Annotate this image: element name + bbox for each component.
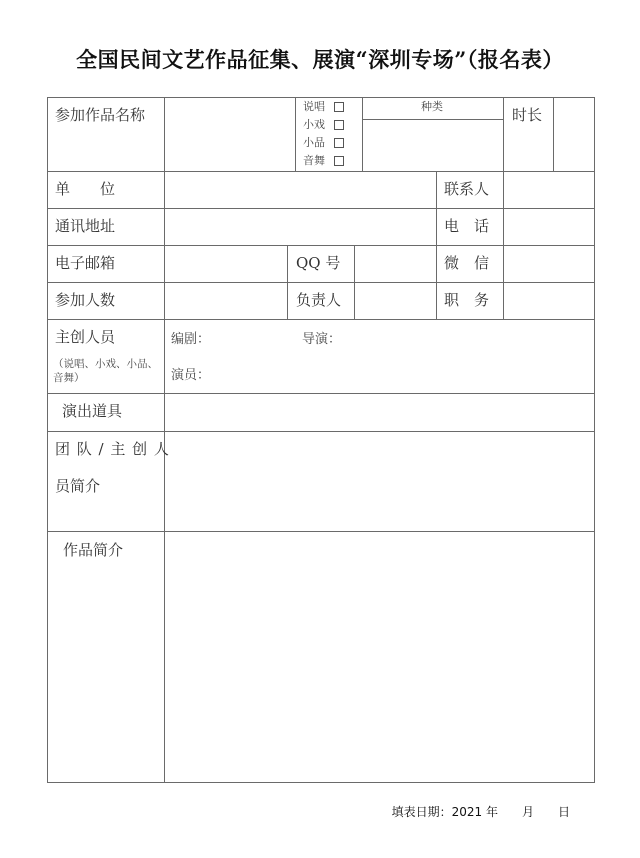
- work-name-field[interactable]: [165, 98, 295, 171]
- wechat-label: 微 信: [444, 254, 490, 272]
- creators-note: （说唱、小戏、小品、音舞）: [53, 358, 158, 385]
- props-field[interactable]: [165, 394, 594, 431]
- contact-field[interactable]: [504, 172, 594, 208]
- phone-field[interactable]: [504, 209, 594, 245]
- work-name-label: 参加作品名称: [55, 106, 146, 124]
- director-label: 导演：: [302, 332, 342, 347]
- participants-label: 参加人数: [55, 291, 116, 309]
- table-border-right: [594, 97, 595, 783]
- page-title: 全国民间文艺作品征集、展演“深圳专场”（报名表）: [76, 47, 564, 72]
- director-field[interactable]: [343, 326, 588, 348]
- writer-label: 编剧：: [171, 332, 211, 347]
- checkbox-icon[interactable]: [334, 120, 344, 130]
- phone-label: 电 话: [444, 217, 490, 235]
- column-divider: [295, 97, 296, 171]
- position-field[interactable]: [504, 283, 594, 319]
- table-border-bottom: [47, 782, 595, 783]
- checkbox-icon[interactable]: [334, 102, 344, 112]
- table-border-left: [47, 97, 48, 783]
- duration-label: 时长: [512, 106, 543, 124]
- address-field[interactable]: [165, 209, 436, 245]
- work-intro-label: 作品简介: [63, 541, 124, 559]
- team-intro-field[interactable]: [165, 432, 594, 531]
- genre-field[interactable]: [363, 120, 503, 171]
- unit-label: 单 位: [55, 180, 116, 198]
- email-label: 电子邮箱: [55, 254, 116, 272]
- category-option-xiaopin[interactable]: [303, 137, 344, 148]
- leader-label: 负责人: [296, 291, 342, 309]
- checkbox-icon[interactable]: [334, 138, 344, 148]
- work-intro-field[interactable]: [165, 532, 594, 782]
- category-option-yinwu[interactable]: [303, 155, 344, 166]
- wechat-field[interactable]: [504, 246, 594, 282]
- address-label: 通讯地址: [55, 217, 116, 235]
- row-divider: [47, 319, 595, 320]
- fill-date: 填表日期：2021 年 月 日: [391, 805, 570, 819]
- writer-field[interactable]: [212, 326, 297, 348]
- duration-field[interactable]: [554, 98, 594, 171]
- contact-label: 联系人: [444, 180, 490, 198]
- checkbox-icon[interactable]: [334, 156, 344, 166]
- category-option-label: 音舞: [303, 154, 325, 167]
- category-option-label: 小品: [303, 136, 325, 149]
- category-option-label: 说唱: [303, 100, 325, 113]
- actors-field[interactable]: [212, 362, 588, 386]
- category-option-xiaoxi[interactable]: [303, 119, 344, 130]
- participants-field[interactable]: [165, 283, 287, 319]
- leader-field[interactable]: [355, 283, 436, 319]
- category-option-shuochang[interactable]: [303, 101, 344, 112]
- column-divider: [287, 245, 288, 319]
- position-label: 职 务: [444, 291, 490, 309]
- category-option-label: 小戏: [303, 118, 325, 131]
- team-intro-label-line1: 团 队 / 主 创 人: [55, 440, 170, 458]
- unit-field[interactable]: [165, 172, 436, 208]
- qq-field[interactable]: [355, 246, 436, 282]
- qq-label: QQ 号: [296, 254, 341, 272]
- email-field[interactable]: [165, 246, 287, 282]
- team-intro-label-line2: 员简介: [55, 477, 101, 495]
- props-label: 演出道具: [62, 402, 123, 420]
- genre-label: 种类: [421, 100, 443, 113]
- column-divider: [436, 171, 437, 319]
- creators-label: 主创人员: [55, 328, 116, 346]
- actors-label: 演员：: [171, 368, 211, 383]
- table-border-top: [47, 97, 595, 98]
